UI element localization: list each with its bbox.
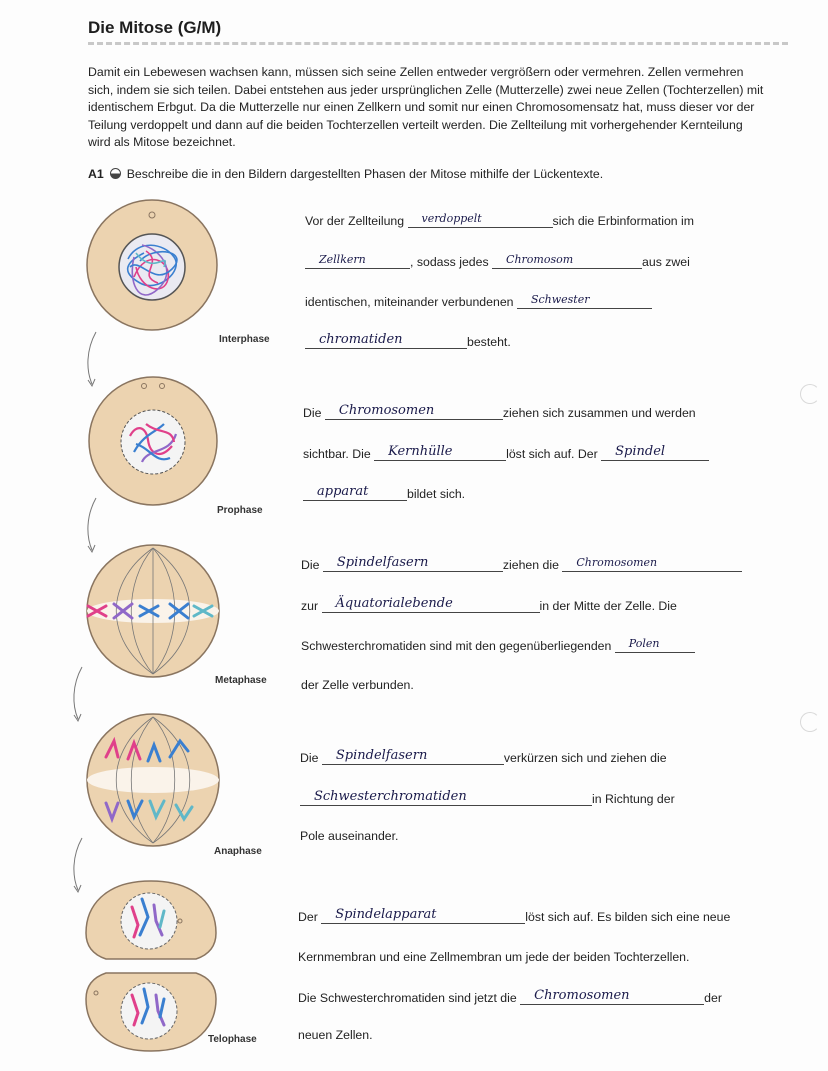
prophase-line-1 — [303, 404, 696, 420]
answer: Chromosomen — [338, 403, 435, 418]
anaphase-blank-1 — [322, 749, 504, 765]
answer: Schwester — [530, 293, 590, 306]
metaphase-cell-illustration — [84, 542, 222, 680]
text: Die Schwesterchromatiden sind jetzt die — [298, 991, 517, 1005]
prophase-blank-4 — [303, 485, 407, 501]
flow-arrow-3 — [68, 665, 88, 725]
telophase-label: Telophase — [208, 1034, 257, 1045]
answer: chromatiden — [319, 332, 403, 347]
prophase-cell-illustration — [86, 374, 220, 508]
prophase-line-3 — [303, 485, 465, 501]
metaphase-label: Metaphase — [215, 675, 267, 686]
text: verkürzen sich und ziehen die — [503, 751, 667, 765]
metaphase-line-4: der Zelle verbunden. — [301, 678, 414, 692]
text: löst sich auf. Der — [506, 447, 598, 461]
prophase-line-2 — [303, 445, 709, 461]
text: Die — [301, 558, 320, 572]
text: löst sich auf. Es bilden sich eine neue — [525, 910, 731, 924]
text: identischen, miteinander verbundenen — [305, 295, 514, 309]
text: sich die Erbinformation im — [552, 214, 695, 228]
interphase-blank-1 — [408, 212, 553, 228]
prophase-label: Prophase — [217, 505, 263, 516]
metaphase-blank-4 — [615, 637, 695, 653]
text: zur — [301, 599, 319, 613]
interphase-line-1 — [305, 212, 694, 228]
task-number: A1 — [88, 167, 104, 181]
interphase-line-3 — [305, 293, 652, 309]
answer: apparat — [317, 484, 369, 499]
interphase-line-2 — [305, 253, 690, 269]
answer: Spindel — [615, 444, 666, 459]
anaphase-line-2 — [300, 790, 675, 806]
flow-arrow-2 — [82, 496, 102, 556]
title-divider — [88, 42, 788, 45]
text: bildet sich. — [407, 487, 466, 501]
telophase-blank-2 — [520, 989, 704, 1005]
answer: Chromosomen — [576, 556, 658, 569]
text: ziehen sich zusammen und werden — [502, 406, 696, 420]
binder-hole-mark — [800, 384, 820, 404]
binder-hole-mark — [800, 712, 820, 732]
anaphase-cell-illustration — [84, 711, 222, 849]
difficulty-icon — [110, 168, 121, 179]
text: besteht. — [467, 335, 511, 349]
metaphase-blank-3 — [322, 597, 540, 613]
text: Der — [298, 910, 318, 924]
anaphase-blank-2 — [300, 790, 592, 806]
text: in der Mitte der Zelle. Die — [539, 599, 677, 613]
prophase-blank-3 — [601, 445, 709, 461]
anaphase-line-3: Pole auseinander. — [300, 829, 399, 843]
telophase-line-1 — [298, 908, 730, 924]
interphase-blank-4 — [517, 293, 652, 309]
interphase-blank-3 — [492, 253, 642, 269]
flow-arrow-1 — [82, 330, 102, 390]
answer: Äquatorialebende — [335, 596, 453, 611]
answer: Kernhülle — [388, 444, 453, 459]
text: Vor der Zellteilung — [305, 214, 405, 228]
text: in Richtung der — [592, 792, 675, 806]
page-title: Die Mitose (G/M) — [88, 18, 222, 37]
text: der — [704, 991, 722, 1005]
interphase-label: Interphase — [219, 334, 270, 345]
answer: Spindelapparat — [335, 907, 437, 922]
text: Die — [300, 751, 319, 765]
answer: Spindelfasern — [336, 555, 429, 570]
metaphase-blank-2 — [562, 556, 742, 572]
text: Schwesterchromatiden sind mit den gegenüberliegenden — [301, 639, 612, 653]
text: aus zwei — [642, 255, 690, 269]
text: Die — [303, 406, 322, 420]
answer: Spindelfasern — [335, 748, 428, 763]
interphase-blank-2 — [305, 253, 410, 269]
anaphase-label: Anaphase — [214, 846, 262, 857]
metaphase-line-2 — [301, 597, 677, 613]
metaphase-line-1 — [301, 556, 742, 572]
interphase-line-4 — [305, 333, 511, 349]
telophase-cell-illustration — [76, 877, 226, 1055]
telophase-blank-1 — [321, 908, 525, 924]
task-line — [88, 167, 603, 181]
telophase-line-4: neuen Zellen. — [298, 1028, 373, 1042]
text: , sodass jedes — [410, 255, 489, 269]
answer: Chromosom — [506, 253, 574, 266]
answer: Chromosomen — [534, 988, 630, 1003]
answer: Polen — [628, 637, 660, 650]
intro-paragraph: Damit ein Lebewesen wachsen kann, müssen sich seine Zellen entweder vergrößern oder vermehren. Zellen vermehren sich, indem sie sich teilen. Dabei entstehen aus jeder ursprünglichen Zelle (Mutterzelle) zwei neue Zellen (Tochterzellen) mit identischem Erbgut. Da die Mutterzelle nur einen Zellkern und somit nur einen Chromosomensatz hat, muss dieser vor der Teilung verdoppelt und dann auf die beiden Tochterzellen verteilt werden. Die Zellteilung mit vorhergehender Kernteilung wird als Mitose bezeichnet. — [88, 65, 764, 149]
interphase-cell-illustration — [84, 197, 220, 333]
metaphase-blank-1 — [323, 556, 503, 572]
interphase-blank-5 — [305, 333, 467, 349]
answer: Zellkern — [319, 253, 366, 266]
task-text: Beschreibe die in den Bildern dargestellten Phasen der Mitose mithilfe der Lückentexte. — [126, 167, 604, 181]
text: sichtbar. Die — [303, 447, 371, 461]
telophase-line-2: Kernmembran und eine Zellmembran um jede der beiden Tochterzellen. — [298, 950, 690, 964]
prophase-blank-1 — [325, 404, 503, 420]
telophase-line-3 — [298, 989, 722, 1005]
flow-arrow-4 — [68, 836, 88, 896]
prophase-blank-2 — [374, 445, 506, 461]
anaphase-line-1 — [300, 749, 667, 765]
metaphase-line-3 — [301, 637, 695, 653]
text: ziehen die — [502, 558, 559, 572]
answer: Schwesterchromatiden — [314, 789, 467, 804]
answer: verdoppelt — [421, 212, 482, 225]
